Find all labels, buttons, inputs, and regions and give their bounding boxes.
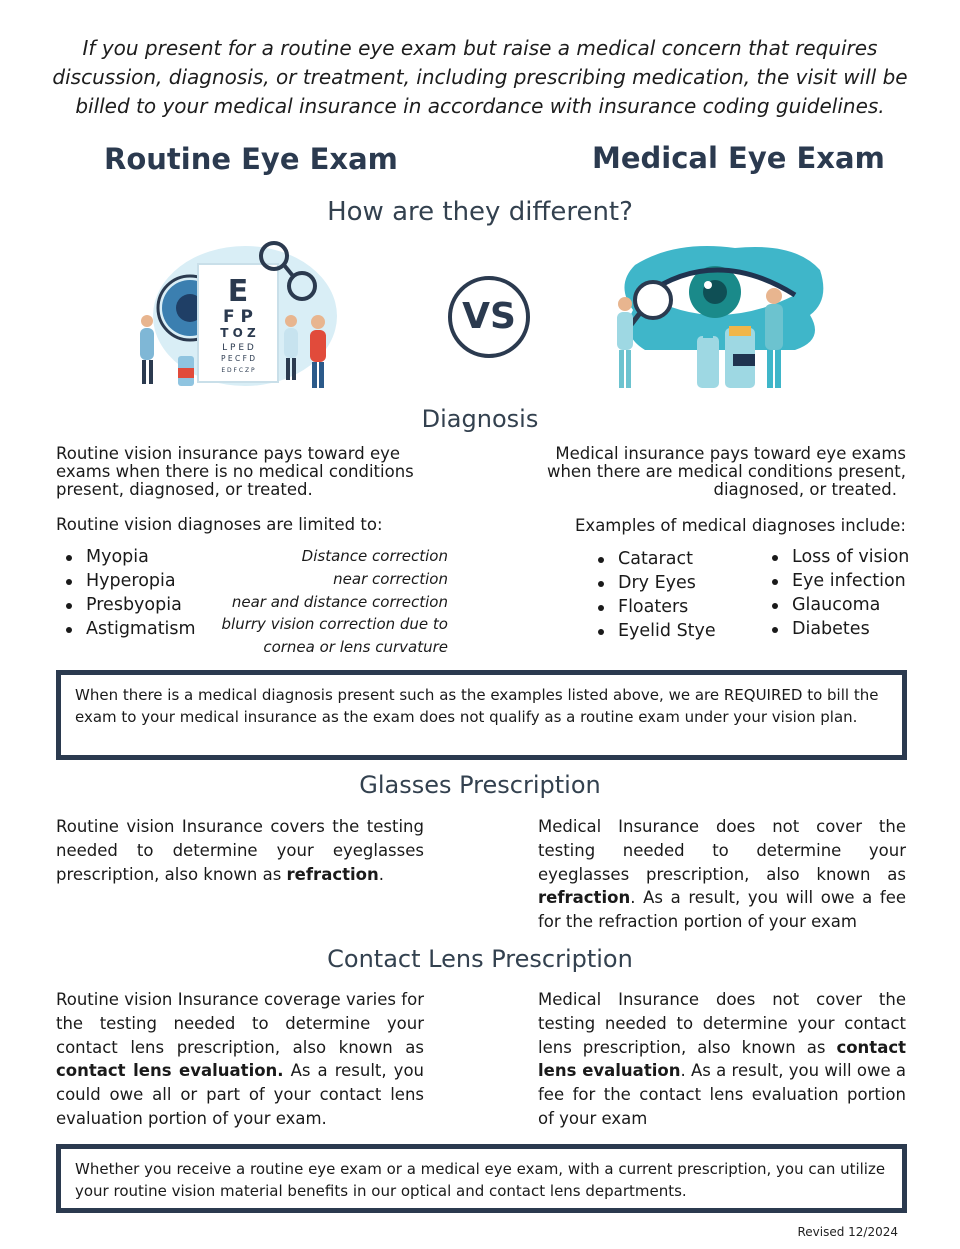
eye-chart-row-3: T O Z — [220, 326, 256, 340]
eye-chart-row-6: E D F C Z P — [221, 367, 255, 374]
medical-contact-text-end: . As a result, you will owe a fee for the contact lens evaluation portion of your exam — [538, 1061, 907, 1128]
medical-glasses-paragraph — [538, 815, 906, 934]
medical-billing-notice-text: When there is a medical diagnosis present such as the examples listed above, we are REQUIRED to bill the exam to your medical insurance as the exam does not qualify as a routine exam under your vision plan. — [75, 686, 879, 726]
routine-exam-title: Routine Eye Exam — [104, 142, 398, 176]
intro-statement: If you present for a routine eye exam but raise a medical concern that requires discussion, diagnosis, or treatment, including prescribing medication, the visit will be billed to your medical insurance in accordance with insurance coding guidelines. — [52, 36, 908, 118]
eye-chart-row-1: E — [227, 274, 249, 309]
list-item: Cataract — [588, 547, 716, 571]
revision-date: Revised 12/2024 — [797, 1225, 898, 1239]
routine-glasses-text: Routine vision Insurance covers the testing needed to determine your eyeglasses prescription, also known as — [56, 817, 424, 884]
routine-contact-text: Routine vision Insurance coverage varies for the testing needed to determine your contact lens prescription, also known as — [56, 990, 424, 1057]
list-item: Glaucoma — [762, 593, 909, 617]
eye-chart-row-5: P E C F D — [220, 354, 256, 363]
list-item: Hyperopia — [56, 569, 196, 593]
routine-contact-paragraph — [56, 988, 424, 1131]
medical-diagnosis-list-2 — [762, 545, 909, 641]
medical-diagnosis-paragraph — [496, 445, 906, 499]
medical-diagnosis-line: Medical insurance pays toward eye exams — [555, 444, 906, 463]
medical-diagnosis-line: diagnosed, or treated. — [713, 480, 897, 499]
list-item: Dry Eyes — [588, 571, 716, 595]
list-item: Diabetes — [762, 617, 909, 641]
routine-diagnosis-paragraph — [56, 445, 496, 499]
medical-contact-paragraph — [538, 988, 906, 1131]
refraction-term: refraction — [286, 864, 379, 884]
routine-contact-text-end: As a result, you could owe all or part of your contact lens evaluation portion of your exam. — [56, 1061, 425, 1128]
routine-diagnosis-list — [56, 545, 196, 641]
routine-diagnosis-line: Routine vision insurance pays toward eye — [56, 444, 401, 463]
routine-glasses-paragraph — [56, 815, 424, 886]
correction-note: near correction — [333, 569, 448, 588]
material-benefits-notice — [56, 1144, 907, 1213]
routine-diagnosis-line: exams when there is no medical conditions — [56, 462, 414, 481]
list-item: Astigmatism — [56, 617, 196, 641]
material-benefits-notice-text: Whether you receive a routine eye exam or a medical eye exam, with a current prescription, you can utilize your routine vision material benefits in our optical and contact lens departments. — [75, 1160, 886, 1200]
correction-note: Distance correction — [301, 547, 448, 565]
refraction-term: refraction — [538, 888, 631, 908]
diagnosis-heading: Diagnosis — [421, 405, 539, 433]
medical-diagnosis-line: when there are medical conditions present, — [546, 462, 906, 481]
routine-diagnosis-line: present, diagnosed, or treated. — [56, 480, 313, 499]
routine-limited-label: Routine vision diagnoses are limited to: — [56, 515, 383, 534]
contact-lens-heading: Contact Lens Prescription — [327, 945, 633, 973]
correction-note: cornea or lens curvature — [263, 638, 448, 657]
contact-lens-evaluation-term: contact lens evaluation. — [56, 1061, 284, 1081]
medical-billing-notice — [56, 670, 907, 760]
eye-chart-row-2: F P — [223, 307, 253, 327]
list-item: Myopia — [56, 545, 196, 569]
list-item: Eye infection — [762, 569, 909, 593]
medical-exam-illustration — [605, 240, 835, 395]
glasses-heading: Glasses Prescription — [359, 771, 601, 799]
correction-note: blurry vision correction due to — [221, 615, 448, 634]
list-item: Eyelid Stye — [588, 619, 716, 643]
eye-chart-row-4: L P E D — [222, 343, 254, 353]
comparison-heading: How are they different? — [327, 197, 633, 227]
medical-contact-text: Medical Insurance does not cover the testing needed to determine your contact lens prescription, also known as — [538, 990, 906, 1057]
list-item: Presbyopia — [56, 593, 196, 617]
correction-note: near and distance correction — [231, 592, 448, 611]
routine-glasses-text-end: . — [378, 864, 384, 884]
medical-diagnosis-list-1 — [588, 547, 716, 643]
list-item: Loss of vision — [762, 545, 909, 569]
medical-glasses-text-end: . As a result, you will owe a fee for the refraction portion of your exam — [538, 888, 906, 932]
medical-glasses-text: Medical Insurance does not cover the testing needed to determine your eyeglasses prescription, also known as — [538, 817, 906, 884]
medical-exam-title: Medical Eye Exam — [592, 141, 885, 175]
vs-badge: VS — [448, 276, 530, 358]
list-item: Floaters — [588, 595, 716, 619]
routine-correction-notes — [200, 545, 448, 659]
routine-exam-illustration — [130, 238, 340, 393]
contact-lens-evaluation-term: contact lens evaluation — [538, 1037, 906, 1081]
medical-examples-label: Examples of medical diagnoses include: — [575, 516, 906, 535]
